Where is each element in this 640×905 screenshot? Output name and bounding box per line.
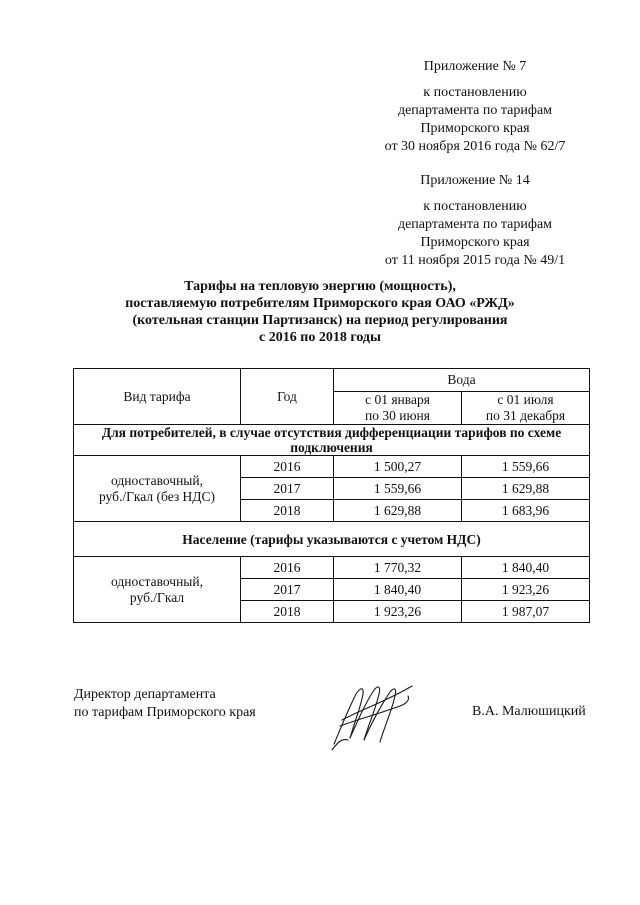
cell-h1: 1 500,27 — [334, 456, 462, 478]
cell-year: 2016 — [241, 456, 334, 478]
tariff-label-line: руб./Гкал — [129, 589, 185, 605]
header-tariff-type: Вид тарифа — [74, 369, 241, 425]
document-title — [60, 278, 580, 346]
cell-h2: 1 923,26 — [462, 579, 590, 601]
appendix-title: Приложение № 14 — [420, 173, 530, 188]
position-line: по тарифам Приморского края — [74, 705, 256, 720]
cell-h2: 1 559,66 — [462, 456, 590, 478]
appendix-14-header — [360, 172, 590, 270]
title-line: (котельная станции Партизанск) на период регулирования — [132, 313, 508, 328]
cell-h2: 1 683,96 — [462, 500, 590, 522]
title-line: поставляемую потребителям Приморского края ОАО «РЖД» — [125, 296, 515, 311]
cell-year: 2018 — [241, 601, 334, 623]
cell-year: 2018 — [241, 500, 334, 522]
appendix-line: департамента по тарифам — [397, 103, 553, 118]
section-title: Население (тарифы указываются с учетом НДС) — [74, 522, 590, 557]
appendix-line: к постановлению — [423, 85, 527, 100]
position-line: Директор департамента — [74, 687, 216, 702]
signatory-name: В.А. Малюшицкий — [472, 704, 586, 719]
period-line: по 31 декабря — [485, 408, 566, 423]
appendix-title: Приложение № 7 — [423, 59, 527, 74]
appendix-line: Приморского края — [420, 121, 530, 136]
period-line: с 01 января — [365, 392, 430, 407]
cell-year: 2016 — [241, 557, 334, 579]
period-line: по 30 июня — [365, 408, 430, 423]
tariff-label — [74, 557, 241, 623]
appendix-line: от 11 ноября 2015 года № 49/1 — [384, 253, 566, 268]
appendix-line: к постановлению — [423, 199, 527, 214]
cell-h1: 1 629,88 — [334, 500, 462, 522]
cell-year: 2017 — [241, 579, 334, 601]
header-year: Год — [241, 369, 334, 425]
handwritten-signature — [330, 680, 420, 754]
cell-h1: 1 840,40 — [334, 579, 462, 601]
cell-h1: 1 770,32 — [334, 557, 462, 579]
appendix-line: от 30 ноября 2016 года № 62/7 — [384, 139, 566, 154]
appendix-line: Приморского края — [420, 235, 530, 250]
title-line: с 2016 по 2018 годы — [259, 330, 381, 345]
cell-h2: 1 987,07 — [462, 601, 590, 623]
tariff-label-line: одноставочный, — [111, 472, 203, 488]
tariff-label — [74, 456, 241, 522]
period-line: с 01 июля — [497, 392, 554, 407]
tariff-label-line: руб./Гкал (без НДС) — [98, 488, 216, 504]
cell-h1: 1 923,26 — [334, 601, 462, 623]
tariff-table — [73, 368, 590, 623]
section-title: Для потребителей, в случае отсутствия дифференциации тарифов по схеме подключения — [74, 425, 590, 456]
cell-h1: 1 559,66 — [334, 478, 462, 500]
header-period-1 — [334, 392, 462, 425]
cell-h2: 1 629,88 — [462, 478, 590, 500]
signatory-position — [74, 686, 256, 722]
appendix-line: департамента по тарифам — [397, 217, 553, 232]
cell-h2: 1 840,40 — [462, 557, 590, 579]
tariff-label-line: одноставочный, — [111, 573, 203, 589]
header-period-2 — [462, 392, 590, 425]
appendix-7-header — [360, 58, 590, 156]
header-water: Вода — [334, 369, 590, 392]
cell-year: 2017 — [241, 478, 334, 500]
title-line: Тарифы на тепловую энергию (мощность), — [184, 279, 456, 294]
